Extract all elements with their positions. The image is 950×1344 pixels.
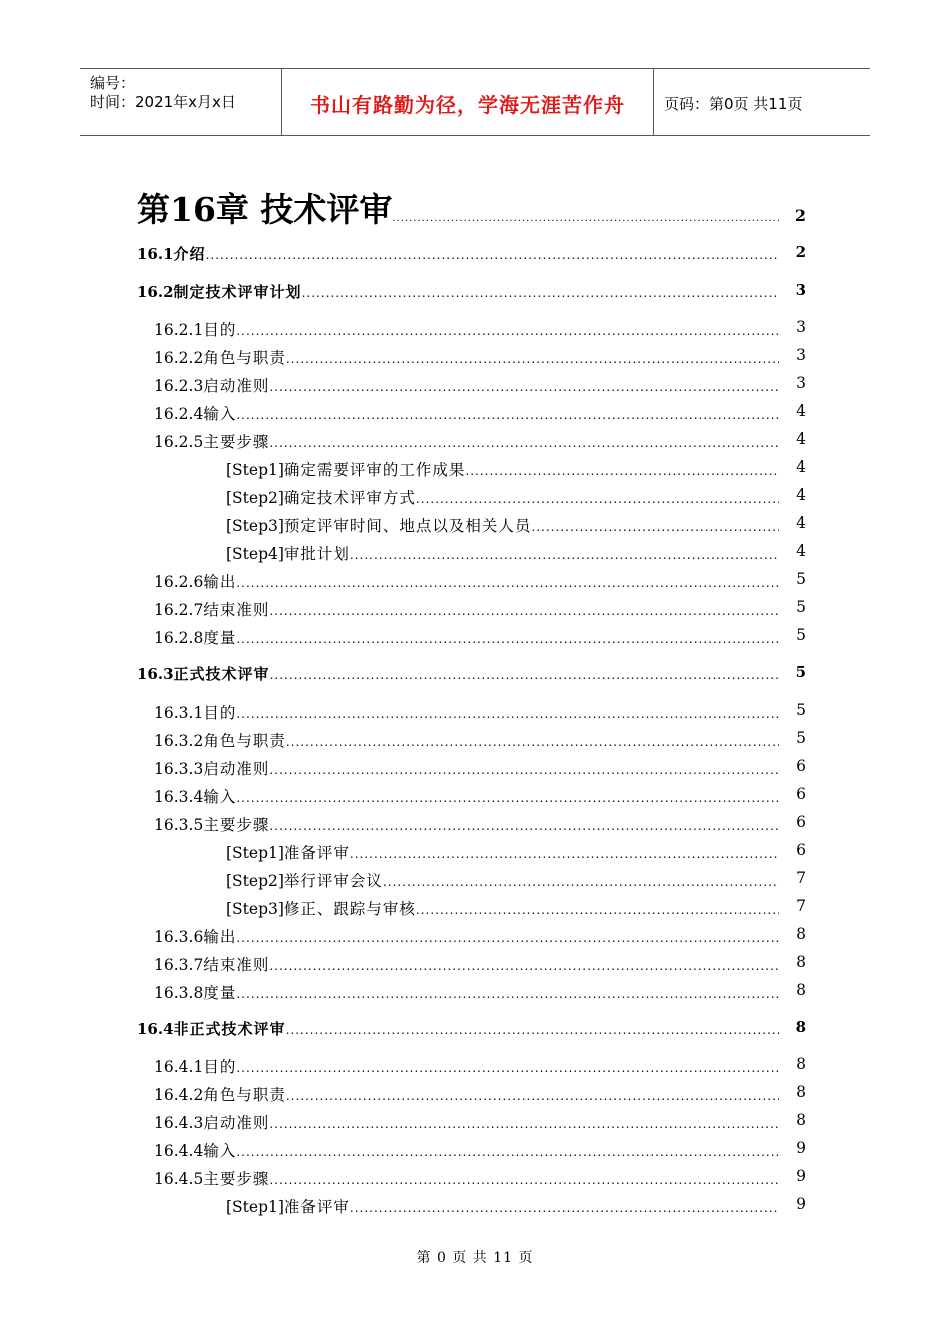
toc-entry-page-number: 5 bbox=[796, 570, 806, 588]
dot-leader bbox=[350, 545, 779, 563]
toc-entry-16.2.8[interactable] bbox=[154, 626, 806, 648]
toc-entry-page-number: 6 bbox=[796, 757, 806, 775]
toc-entry-title: 准备评审 bbox=[283, 1198, 350, 1216]
toc-entry-16.4[interactable] bbox=[137, 1018, 806, 1039]
toc-entry-page-number: 2 bbox=[795, 243, 806, 261]
toc-entry-16.2[interactable] bbox=[137, 281, 806, 302]
toc-entry-page-number: 3 bbox=[796, 346, 806, 364]
toc-entry-number: 16.3.5 bbox=[154, 816, 204, 834]
dot-leader bbox=[465, 461, 779, 479]
toc-entry-step4[interactable] bbox=[226, 542, 806, 564]
toc-entry-page-number: 6 bbox=[796, 785, 806, 803]
toc-entry-title: 输入 bbox=[203, 1142, 237, 1160]
toc-entry-title: 输出 bbox=[203, 573, 237, 591]
chapter-title: 第16章 技术评审 bbox=[137, 190, 393, 229]
toc-entry-title: 度量 bbox=[203, 629, 237, 647]
toc-entry-step1[interactable] bbox=[226, 841, 806, 863]
dot-leader bbox=[269, 433, 779, 451]
dot-leader bbox=[286, 732, 779, 750]
toc-entry-16.4.5[interactable] bbox=[154, 1167, 806, 1189]
toc-entry-title: 确定需要评审的工作成果 bbox=[283, 461, 466, 479]
toc-entry-page-number: 4 bbox=[796, 486, 806, 504]
chapter-page-number: 2 bbox=[794, 206, 806, 225]
toc-entry-number: [Step1] bbox=[226, 844, 284, 862]
toc-entry-16.3.5[interactable] bbox=[154, 813, 806, 835]
toc-entry-step1[interactable] bbox=[226, 1195, 806, 1217]
toc-chapter-entry[interactable] bbox=[137, 184, 806, 231]
toc-entry-16.4.3[interactable] bbox=[154, 1111, 806, 1133]
toc-entry-16.2.1[interactable] bbox=[154, 318, 806, 340]
dot-leader bbox=[269, 816, 779, 834]
toc-entry-title: 准备评审 bbox=[283, 844, 350, 862]
toc-entry-number: 16.3.8 bbox=[154, 984, 204, 1002]
toc-entry-number: [Step4] bbox=[226, 545, 284, 563]
toc-entry-title: 预定评审时间、地点以及相关人员 bbox=[283, 517, 532, 535]
dot-leader bbox=[269, 956, 779, 974]
dot-leader bbox=[286, 1086, 779, 1104]
toc-entry-page-number: 8 bbox=[796, 953, 806, 971]
toc-entry-page-number: 3 bbox=[796, 318, 806, 336]
toc-entry-number: 16.2.4 bbox=[154, 405, 204, 423]
toc-entry-number: 16.4.5 bbox=[154, 1170, 204, 1188]
dot-leader bbox=[302, 283, 779, 301]
toc-entry-title: 介绍 bbox=[173, 245, 206, 263]
dot-leader bbox=[269, 1114, 779, 1132]
toc-entry-page-number: 5 bbox=[796, 701, 806, 719]
toc-entry-16.3.6[interactable] bbox=[154, 925, 806, 947]
toc-entry-16.1[interactable] bbox=[137, 243, 806, 264]
toc-entry-title: 主要步骤 bbox=[203, 816, 270, 834]
toc-entry-title: 举行评审会议 bbox=[283, 872, 383, 890]
toc-entry-title: 结束准则 bbox=[203, 601, 270, 619]
toc-entry-number: 16.3.3 bbox=[154, 760, 204, 778]
toc-entry-title: 角色与职责 bbox=[203, 732, 286, 750]
dot-leader bbox=[236, 704, 779, 722]
toc-entry-page-number: 7 bbox=[796, 897, 806, 915]
toc-entry-16.2.6[interactable] bbox=[154, 570, 806, 592]
toc-entry-title: 确定技术评审方式 bbox=[283, 489, 416, 507]
toc-entry-16.3.8[interactable] bbox=[154, 981, 806, 1003]
toc-entry-number: [Step3] bbox=[226, 517, 284, 535]
toc-entry-title: 输出 bbox=[203, 928, 237, 946]
toc-entry-number: [Step2] bbox=[226, 489, 284, 507]
toc-entry-16.2.4[interactable] bbox=[154, 402, 806, 424]
dot-leader bbox=[416, 489, 779, 507]
toc-entry-page-number: 9 bbox=[796, 1195, 806, 1213]
toc-entry-16.3.4[interactable] bbox=[154, 785, 806, 807]
dot-leader bbox=[236, 1142, 779, 1160]
toc-entry-step3[interactable] bbox=[226, 897, 806, 919]
toc-entry-number: [Step2] bbox=[226, 872, 284, 890]
toc-entry-title: 启动准则 bbox=[203, 377, 270, 395]
dot-leader bbox=[236, 629, 779, 647]
toc-entry-number: 16.4 bbox=[137, 1020, 174, 1038]
toc-entry-title: 角色与职责 bbox=[203, 349, 286, 367]
toc-entry-page-number: 5 bbox=[796, 729, 806, 747]
toc-entry-number: 16.2 bbox=[137, 283, 174, 301]
toc-entry-number: 16.1 bbox=[137, 245, 174, 263]
toc-entry-number: 16.4.1 bbox=[154, 1058, 204, 1076]
toc-entry-page-number: 4 bbox=[796, 430, 806, 448]
toc-entry-number: [Step1] bbox=[226, 1198, 284, 1216]
toc-entry-title: 审批计划 bbox=[283, 545, 350, 563]
dot-leader bbox=[236, 788, 779, 806]
toc-entry-number: 16.2.5 bbox=[154, 433, 204, 451]
toc-entry-page-number: 9 bbox=[796, 1139, 806, 1157]
toc-entry-title: 目的 bbox=[203, 1058, 237, 1076]
toc-entry-page-number: 8 bbox=[796, 1055, 806, 1073]
toc-entry-16.3[interactable] bbox=[137, 663, 806, 684]
toc-entry-number: 16.2.7 bbox=[154, 601, 204, 619]
toc-entry-page-number: 4 bbox=[796, 402, 806, 420]
toc-entry-16.3.1[interactable] bbox=[154, 701, 806, 723]
dot-leader bbox=[236, 1058, 779, 1076]
toc-entry-title: 角色与职责 bbox=[203, 1086, 286, 1104]
toc-entry-page-number: 5 bbox=[795, 663, 806, 681]
number-label: 编号： bbox=[90, 74, 136, 92]
toc-entry-number: 16.3.6 bbox=[154, 928, 204, 946]
toc-entry-16.3.2[interactable] bbox=[154, 729, 806, 751]
toc-entry-16.2.5[interactable] bbox=[154, 430, 806, 452]
toc-entry-page-number: 8 bbox=[795, 1018, 806, 1036]
toc-entry-number: 16.3 bbox=[137, 665, 174, 683]
dot-leader bbox=[350, 844, 779, 862]
dot-leader bbox=[286, 1020, 779, 1038]
toc-entry-page-number: 4 bbox=[796, 542, 806, 560]
dot-leader bbox=[236, 984, 779, 1002]
toc-entry-page-number: 6 bbox=[796, 813, 806, 831]
toc-entry-16.2.7[interactable] bbox=[154, 598, 806, 620]
toc-entry-step2[interactable] bbox=[226, 486, 806, 508]
toc-entry-page-number: 3 bbox=[796, 374, 806, 392]
toc-entry-16.3.7[interactable] bbox=[154, 953, 806, 975]
toc-entry-title: 度量 bbox=[203, 984, 237, 1002]
toc-entry-title: 制定技术评审计划 bbox=[173, 283, 302, 301]
toc-entry-title: 启动准则 bbox=[203, 760, 270, 778]
dot-leader bbox=[531, 517, 779, 535]
dot-leader bbox=[269, 760, 779, 778]
toc-entry-page-number: 8 bbox=[796, 925, 806, 943]
dot-leader bbox=[383, 872, 779, 890]
toc-entry-page-number: 5 bbox=[796, 626, 806, 644]
toc-entry-16.2.3[interactable] bbox=[154, 374, 806, 396]
toc-entry-page-number: 8 bbox=[796, 981, 806, 999]
toc-entry-number: [Step3] bbox=[226, 900, 284, 918]
toc-entry-16.4.4[interactable] bbox=[154, 1139, 806, 1161]
toc-entry-number: 16.4.3 bbox=[154, 1114, 204, 1132]
toc-entry-step1[interactable] bbox=[226, 458, 806, 480]
dot-leader bbox=[269, 601, 779, 619]
toc-entry-page-number: 3 bbox=[795, 281, 806, 299]
toc-entry-page-number: 4 bbox=[796, 514, 806, 532]
toc-entry-16.2.2[interactable] bbox=[154, 346, 806, 368]
toc-entry-16.4.1[interactable] bbox=[154, 1055, 806, 1077]
toc-entry-title: 主要步骤 bbox=[203, 1170, 270, 1188]
toc-entry-number: 16.3.2 bbox=[154, 732, 204, 750]
toc-entry-step3[interactable] bbox=[226, 514, 806, 536]
toc-entry-page-number: 8 bbox=[796, 1083, 806, 1101]
dot-leader bbox=[269, 377, 779, 395]
toc-entry-number: 16.3.7 bbox=[154, 956, 204, 974]
toc-entry-page-number: 4 bbox=[796, 458, 806, 476]
toc-entry-number: 16.4.4 bbox=[154, 1142, 204, 1160]
toc-entry-page-number: 6 bbox=[796, 841, 806, 859]
toc-entry-title: 修正、跟踪与审核 bbox=[283, 900, 416, 918]
toc-entry-title: 输入 bbox=[203, 788, 237, 806]
toc-entry-number: 16.3.1 bbox=[154, 704, 204, 722]
dot-leader bbox=[236, 928, 779, 946]
toc-entry-number: 16.2.2 bbox=[154, 349, 204, 367]
toc-entry-number: 16.2.8 bbox=[154, 629, 204, 647]
toc-entry-number: 16.3.4 bbox=[154, 788, 204, 806]
toc-entry-number: 16.4.2 bbox=[154, 1086, 204, 1104]
toc-entry-page-number: 7 bbox=[796, 869, 806, 887]
toc-entry-number: 16.2.3 bbox=[154, 377, 204, 395]
toc-entry-title: 启动准则 bbox=[203, 1114, 270, 1132]
toc-entry-title: 目的 bbox=[203, 704, 237, 722]
page-code: 页码：第0页 共11页 bbox=[664, 95, 803, 113]
toc-entry-16.3.3[interactable] bbox=[154, 757, 806, 779]
toc-entry-16.4.2[interactable] bbox=[154, 1083, 806, 1105]
toc-entry-step2[interactable] bbox=[226, 869, 806, 891]
dot-leader bbox=[236, 321, 779, 339]
dot-leader bbox=[270, 665, 779, 683]
dot-leader bbox=[350, 1198, 779, 1216]
toc-entry-number: 16.2.1 bbox=[154, 321, 204, 339]
motto-text: 书山有路勤为径，学海无涯苦作舟 bbox=[310, 93, 625, 117]
dot-leader bbox=[416, 900, 779, 918]
toc-entry-number: [Step1] bbox=[226, 461, 284, 479]
dot-leader bbox=[392, 190, 779, 229]
dot-leader bbox=[236, 405, 779, 423]
toc-entry-title: 目的 bbox=[203, 321, 237, 339]
dot-leader bbox=[286, 349, 779, 367]
toc-entry-title: 正式技术评审 bbox=[173, 665, 270, 683]
toc-entry-title: 主要步骤 bbox=[203, 433, 270, 451]
toc-entry-title: 输入 bbox=[203, 405, 237, 423]
toc-entry-page-number: 8 bbox=[796, 1111, 806, 1129]
dot-leader bbox=[236, 573, 779, 591]
time-label: 时间：2021年x月x日 bbox=[90, 93, 236, 111]
dot-leader bbox=[269, 1170, 779, 1188]
toc-entry-page-number: 5 bbox=[796, 598, 806, 616]
toc-entry-number: 16.2.6 bbox=[154, 573, 204, 591]
toc-entry-title: 非正式技术评审 bbox=[173, 1020, 286, 1038]
page-footer: 第 0 页 共 11 页 bbox=[416, 1250, 534, 1266]
toc-entry-page-number: 9 bbox=[796, 1167, 806, 1185]
dot-leader bbox=[206, 245, 779, 263]
toc-entry-title: 结束准则 bbox=[203, 956, 270, 974]
